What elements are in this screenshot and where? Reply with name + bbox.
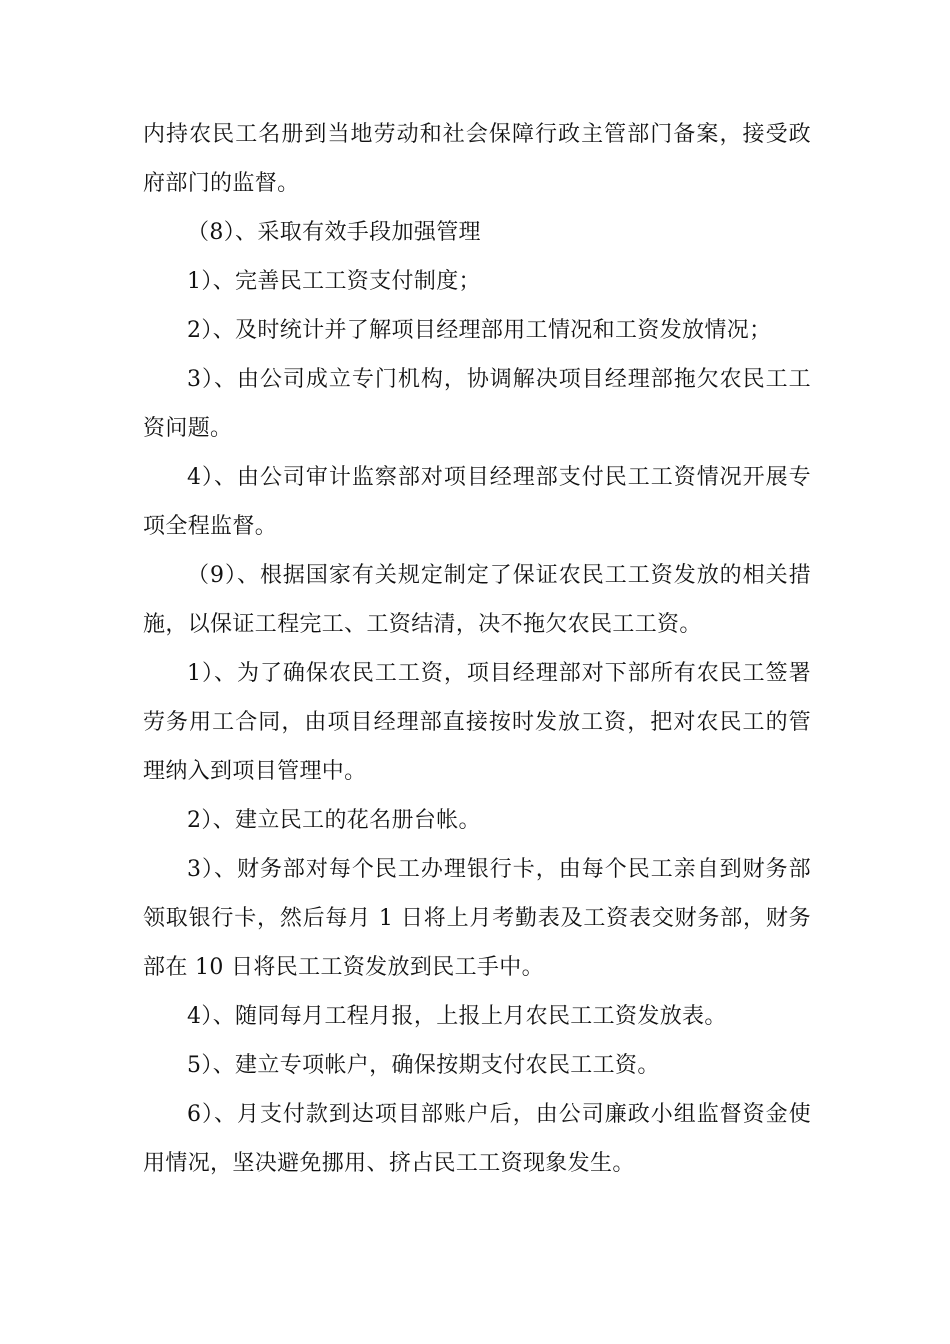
document-body	[143, 110, 811, 1188]
paragraph-item: 4）、由公司审计监察部对项目经理部支付民工工资情况开展专项全程监督。	[143, 465, 811, 539]
paragraph-item: 5）、建立专项帐户，确保按期支付农民工工资。	[187, 1053, 660, 1078]
paragraph-continuation: 内持农民工名册到当地劳动和社会保障行政主管部门备案，接受政府部门的监督。	[143, 122, 811, 196]
paragraph-item: 2）、及时统计并了解项目经理部用工情况和工资发放情况；	[187, 318, 772, 343]
paragraph-item: 6）、月支付款到达项目部账户后，由公司廉政小组监督资金使用情况，坚决避免挪用、挤占民工工资现象发生。	[143, 1102, 811, 1176]
paragraph-item: 4）、随同每月工程月报，上报上月农民工工资发放表。	[187, 1004, 727, 1029]
paragraph-item: 3）、由公司成立专门机构，协调解决项目经理部拖欠农民工工资问题。	[143, 367, 811, 441]
paragraph-item: 3）、财务部对每个民工办理银行卡，由每个民工亲自到财务部领取银行卡，然后每月 1 日将上月考勤表及工资表交财务部，财务部在 10 日将民工工资发放到民工手中。	[143, 857, 811, 980]
paragraph-section-9-heading: （9）、根据国家有关规定制定了保证农民工工资发放的相关措施，以保证工程完工、工资结清，决不拖欠农民工工资。	[143, 563, 811, 637]
paragraph-item: 1）、为了确保农民工工资，项目经理部对下部所有农民工签署劳务用工合同，由项目经理部直接按时发放工资，把对农民工的管理纳入到项目管理中。	[143, 661, 811, 784]
paragraph-section-8-heading: （8）、采取有效手段加强管理	[187, 220, 481, 245]
paragraph-item: 1）、完善民工工资支付制度；	[187, 269, 481, 294]
paragraph-item: 2）、建立民工的花名册台帐。	[187, 808, 481, 833]
